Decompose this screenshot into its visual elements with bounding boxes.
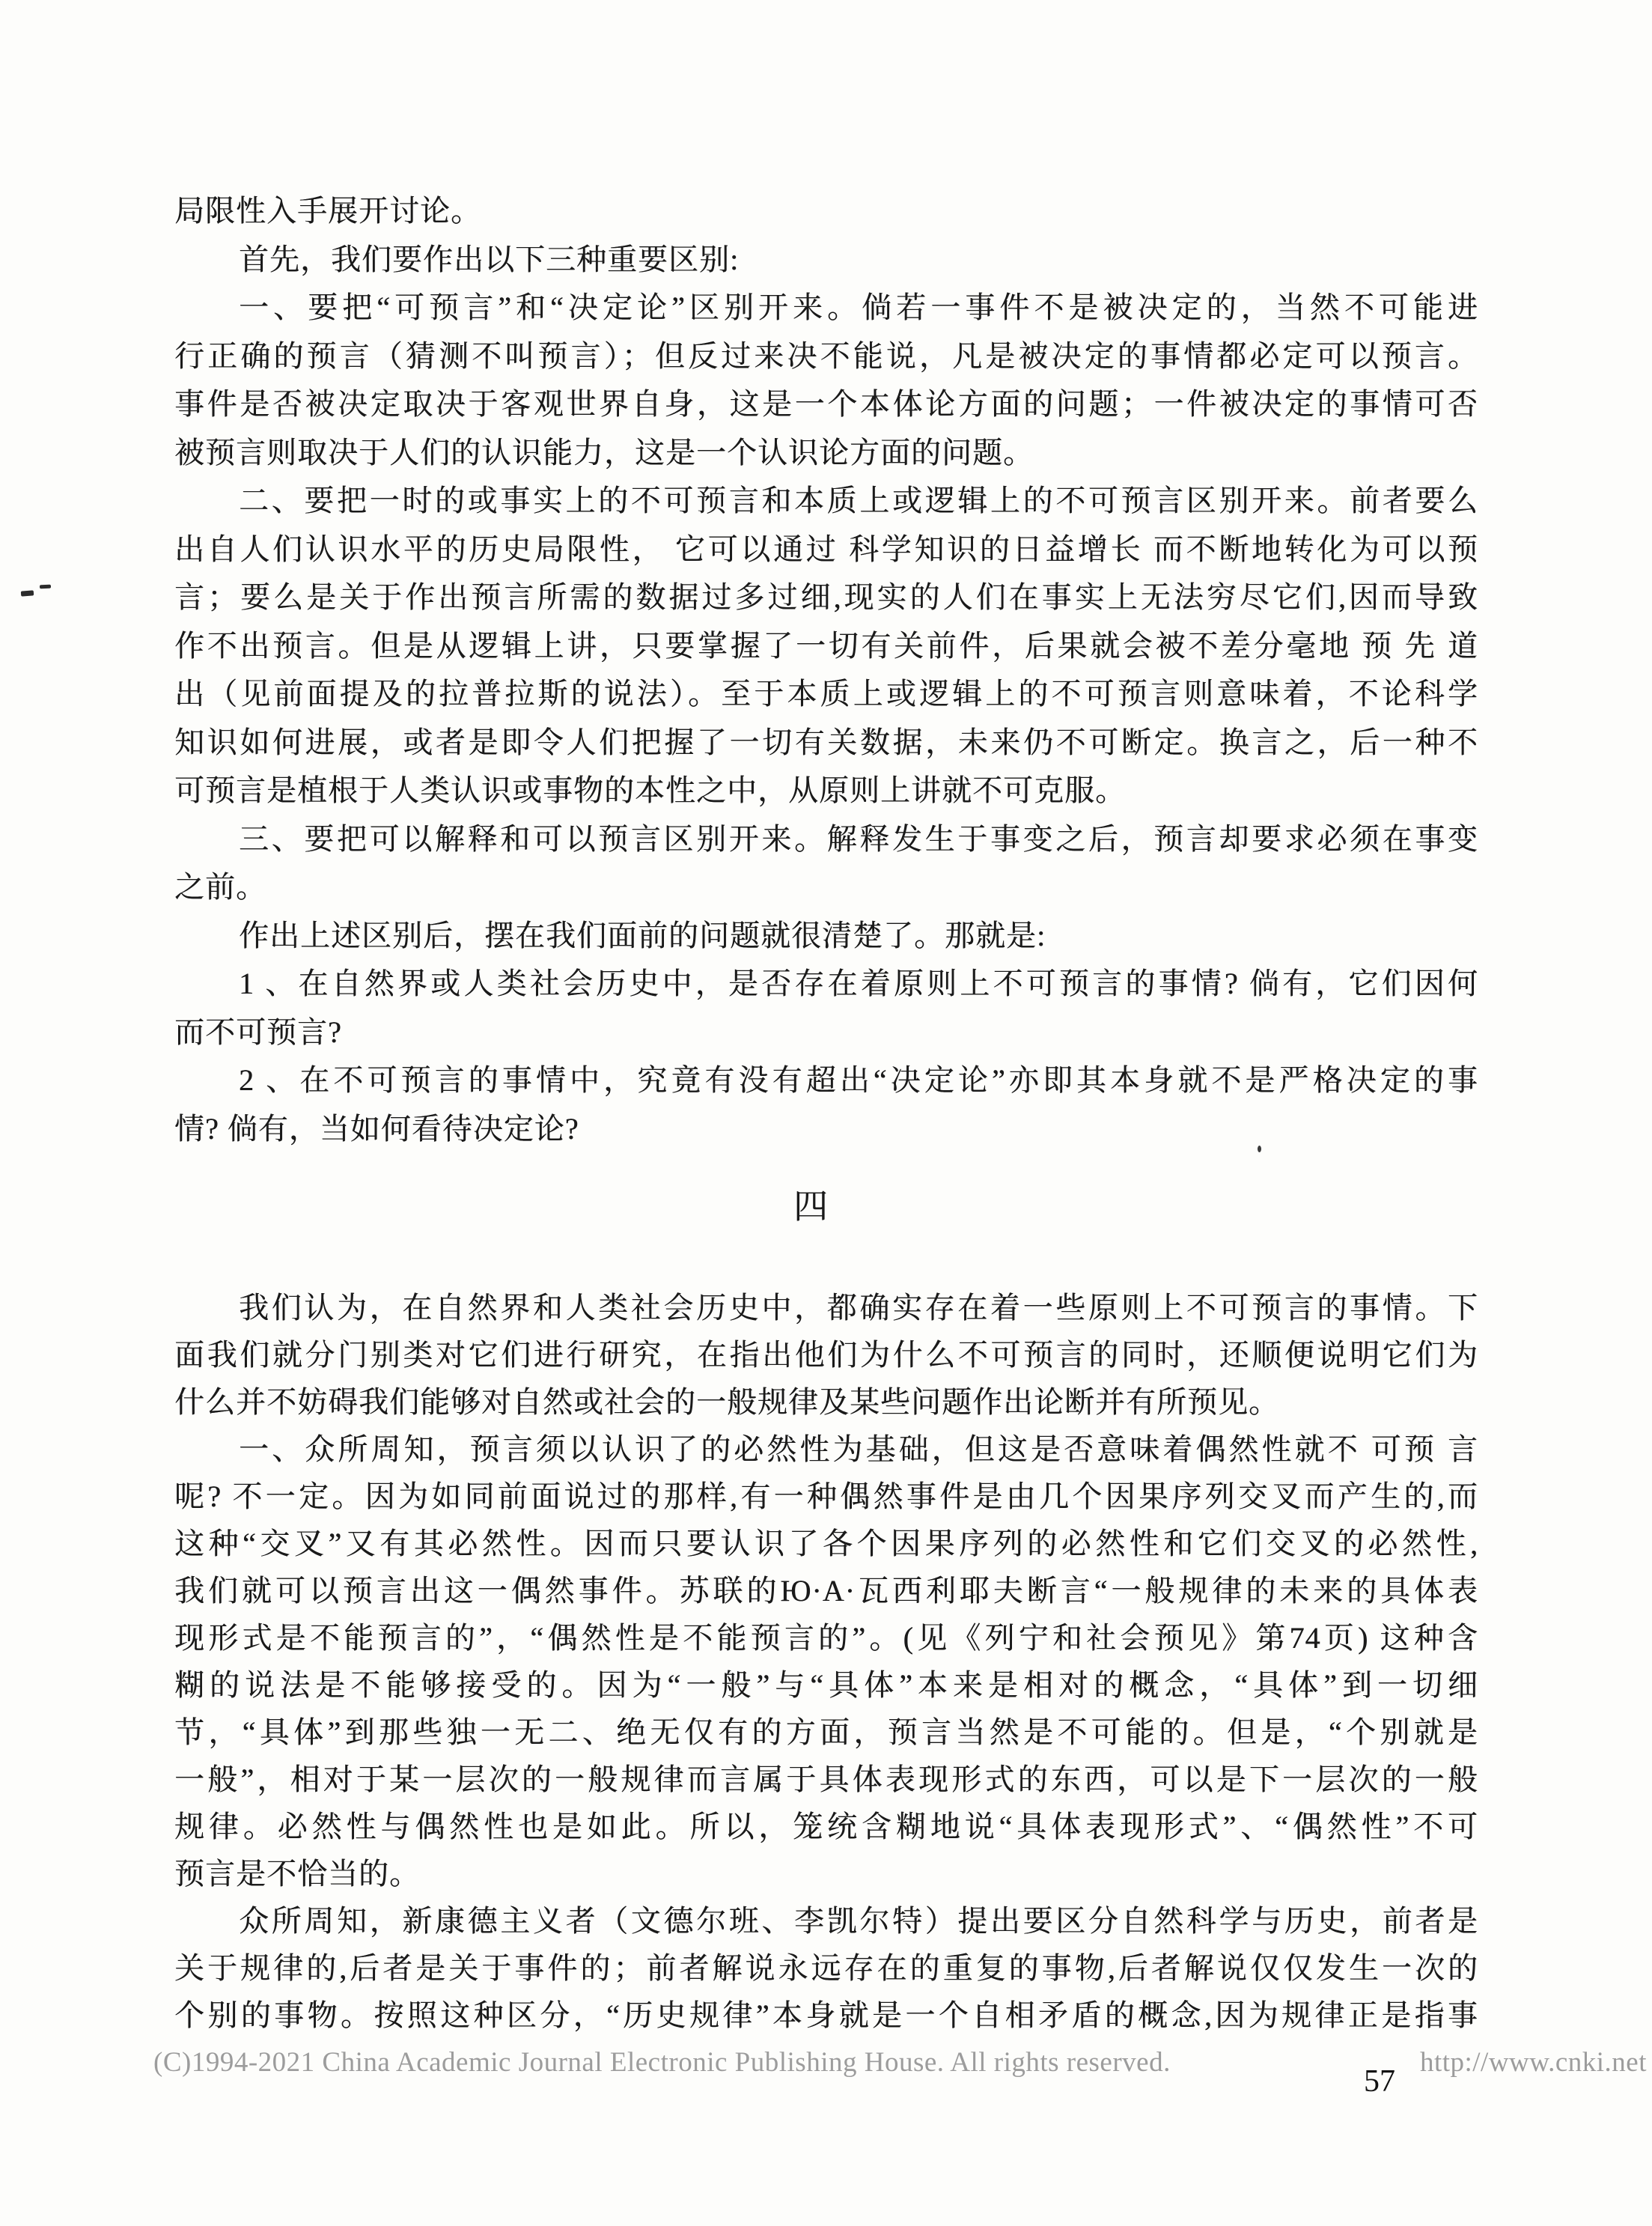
text-line: 一般”，相对于某一层次的一般规律而言属于具体表现形式的东西，可以是下一层次的一般 — [174, 1763, 1478, 1796]
text-line: 这种“交叉”又有其必然性。因而只要认识了各个因果序列的必然性和它们交叉的必然性, — [174, 1527, 1478, 1560]
text-line: 而不可预言? — [174, 1015, 342, 1049]
text-line: 局限性入手展开讨论。 — [174, 194, 481, 228]
text-line: 一、众所周知，预言须以认识了的必然性为基础，但这是否意味着偶然性就不 可预 言 — [239, 1432, 1478, 1466]
scan-artifact-dot — [1258, 1146, 1261, 1152]
footer — [153, 2046, 1647, 2078]
body-text-block-lower — [174, 1284, 1478, 2039]
text-line: 什么并不妨碍我们能够对自然或社会的一般规律及某些问题作出论断并有所预见。 — [174, 1385, 1279, 1419]
text-line: 规律。必然性与偶然性也是如此。所以，笼统含糊地说“具体表现形式”、“偶然性”不可 — [174, 1810, 1478, 1843]
text-line: 节，“具体”到那些独一无二、绝无仅有的方面，预言当然是不可能的。但是，“个别就是 — [174, 1715, 1478, 1749]
text-line: 情? 倘有，当如何看待决定论? — [174, 1111, 579, 1146]
text-line: 首先，我们要作出以下三种重要区别: — [239, 242, 740, 276]
body-text-block-upper — [174, 187, 1478, 1153]
footer-url: http://www.cnki.net — [1419, 2047, 1647, 2078]
text-line: 我们认为，在自然界和人类社会历史中，都确实存在着一些原则上不可预言的事情。下 — [239, 1291, 1478, 1325]
text-line: 呢? 不一定。因为如同前面说过的那样,有一种偶然事件是由几个因果序列交叉而产生的,而 — [174, 1480, 1478, 1513]
text-line: 出（见前面提及的拉普拉斯的说法）。至于本质上或逻辑上的不可预言则意味着，不论科学 — [174, 677, 1478, 711]
text-line: 个别的事物。按照这种区分，“历史规律”本身就是一个自相矛盾的概念,因为规律正是指事 — [174, 1998, 1478, 2032]
text-line: 预言是不恰当的。 — [174, 1857, 420, 1891]
text-line: 作出上述区别后，摆在我们面前的问题就很清楚了。那就是: — [239, 918, 1046, 952]
scan-artifact-mark — [21, 590, 34, 596]
page-number: 57 — [1364, 2064, 1395, 2099]
text-line: 面我们就分门别类对它们进行研究，在指出他们为什么不可预言的同时，还顺便说明它们为 — [174, 1338, 1478, 1372]
text-line: 之前。 — [174, 870, 266, 904]
text-line: 被预言则取决于人们的认识能力，这是一个认识论方面的问题。 — [174, 435, 1034, 469]
text-line: 二、要把一时的或事实上的不可预言和本质上或逻辑上的不可预言区别开来。前者要么 — [239, 484, 1478, 517]
text-line: 众所周知，新康德主义者（文德尔班、李凯尔特）提出要区分自然科学与历史，前者是 — [239, 1904, 1478, 1938]
text-line: 作不出预言。但是从逻辑上讲，只要掌握了一切有关前件，后果就会被不差分毫地 预 先 道 — [174, 628, 1478, 663]
text-line: 行正确的预言（猜测不叫预言）；但反过来决不能说，凡是被决定的事情都必定可以预言。 — [174, 338, 1478, 373]
text-line: 事件是否被决定取决于客观世界自身，这是一个本体论方面的问题；一件被决定的事情可否 — [174, 387, 1478, 421]
text-line: 我们就可以预言出这一偶然事件。苏联的Ю·А·瓦西利耶夫断言“一般规律的未来的具体表 — [174, 1574, 1478, 1608]
footer-copyright: (C)1994-2021 China Academic Journal Electronic Publishing House. All rights reserved. — [153, 2047, 1171, 2078]
text-line: 2 、在不可预言的事情中，究竟有没有超出“决定论”亦即其本身就不是严格决定的事 — [239, 1063, 1478, 1097]
text-line: 糊的说法是不能够接受的。因为“一般”与“具体”本来是相对的概念，“具体”到一切细 — [174, 1668, 1478, 1702]
text-line: 出自人们认识水平的历史局限性， 它可以通过 科学知识的日益增长 而不断地转化为可以预 — [174, 532, 1478, 566]
text-line: 一、要把“可预言”和“决定论”区别开来。倘若一事件不是被决定的，当然不可能进 — [239, 291, 1478, 324]
text-line: 1 、在自然界或人类社会历史中，是否存在着原则上不可预言的事情? 倘有，它们因何 — [239, 967, 1478, 1000]
text-line: 三、要把可以解释和可以预言区别开来。解释发生于事变之后，预言却要求必须在事变 — [239, 821, 1478, 856]
text-line: 可预言是植根于人类认识或事物的本性之中，从原则上讲就不可克服。 — [174, 773, 1126, 807]
text-line: 知识如何进展，或者是即令人们把握了一切有关数据，未来仍不可断定。换言之，后一种不 — [174, 725, 1478, 759]
text-line: 言；要么是关于作出预言所需的数据过多过细,现实的人们在事实上无法穷尽它们,因而导致 — [174, 580, 1478, 614]
section-heading-four: 四 — [793, 1187, 828, 1226]
text-line: 关于规律的,后者是关于事件的；前者解说永远存在的重复的事物,后者解说仅仅发生一次的 — [174, 1951, 1478, 1985]
text-line: 现形式是不能预言的”，“偶然性是不能预言的”。(见《列宁和社会预见》第74页) 这种含 — [174, 1621, 1478, 1655]
scan-artifact-mark — [40, 585, 51, 589]
